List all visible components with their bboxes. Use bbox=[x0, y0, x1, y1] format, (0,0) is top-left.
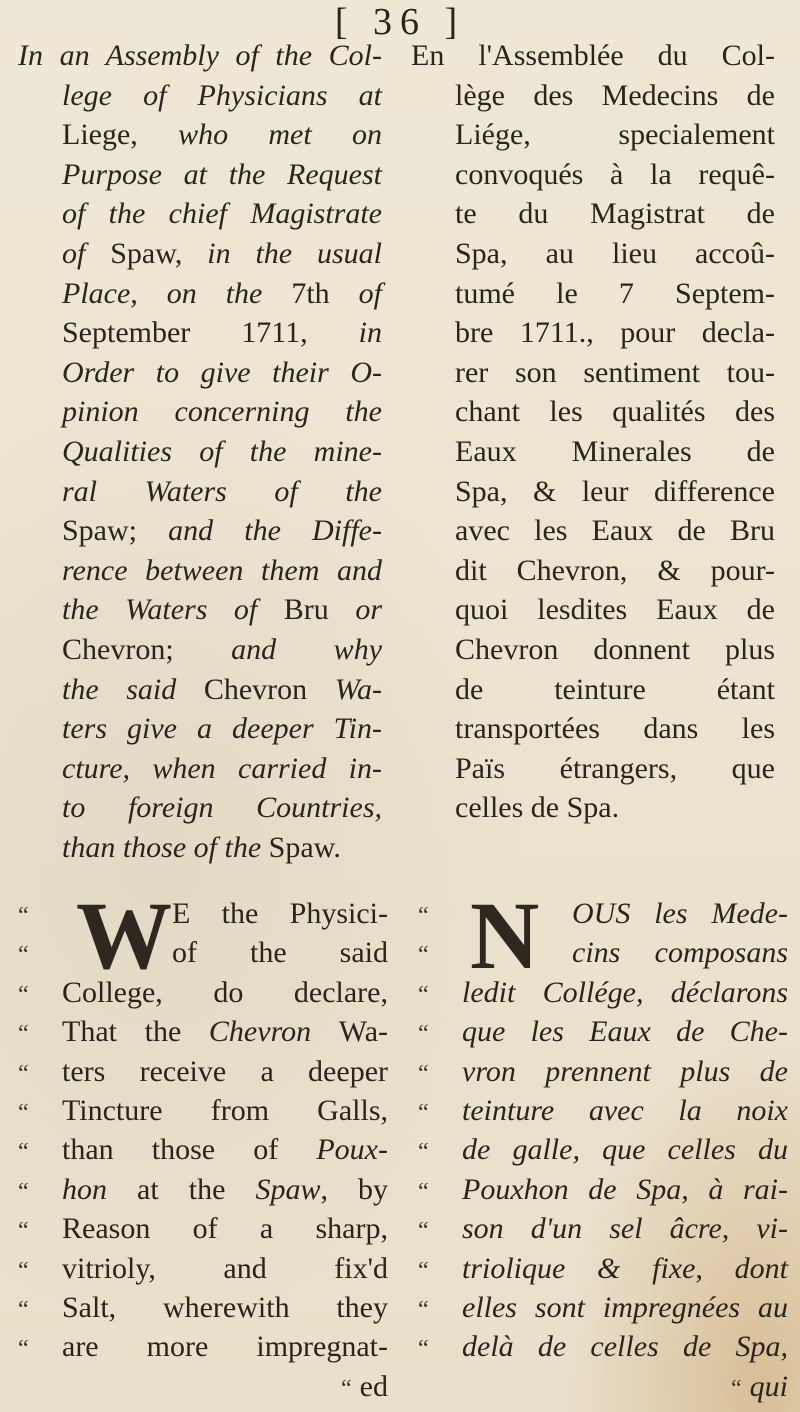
quote-mark: “ bbox=[18, 1218, 29, 1245]
quote-mark: “ bbox=[18, 1139, 29, 1166]
declaration-line bbox=[18, 1012, 388, 1051]
title-line bbox=[62, 313, 382, 353]
quote-mark: “ bbox=[418, 1060, 429, 1087]
title-text: Purpose at the Request bbox=[62, 157, 382, 191]
declaration-line bbox=[418, 1327, 788, 1366]
title-text: September 1711, bbox=[62, 316, 359, 350]
title-line bbox=[62, 353, 382, 393]
title-line: Spa, & leur difference bbox=[455, 474, 775, 508]
title-text: ral Waters of the bbox=[62, 474, 382, 508]
title-line: de teinture étant bbox=[455, 672, 775, 706]
french-declaration bbox=[418, 882, 788, 1406]
catchword: ed bbox=[359, 1369, 388, 1403]
title-text: of bbox=[358, 276, 382, 310]
declaration-line bbox=[418, 1091, 788, 1130]
title-text: 7th bbox=[291, 276, 359, 310]
title-line bbox=[62, 432, 382, 472]
title-text: or bbox=[355, 593, 382, 627]
title-text: and why bbox=[231, 632, 383, 666]
text-run: Wa- bbox=[338, 1015, 388, 1049]
quote-mark: “ bbox=[418, 1021, 429, 1048]
declaration-line bbox=[418, 1130, 788, 1169]
title-text: Liege, bbox=[62, 118, 179, 152]
declaration-text bbox=[462, 1012, 788, 1051]
title-line bbox=[62, 392, 382, 432]
quote-mark: “ bbox=[418, 1099, 429, 1126]
title-text: and the Diffe- bbox=[168, 514, 382, 548]
declaration-text bbox=[62, 1288, 388, 1327]
text-run: College, do declare, bbox=[62, 975, 388, 1009]
declaration-line bbox=[18, 1249, 388, 1288]
text-run: That the bbox=[62, 1015, 209, 1049]
declaration-line bbox=[18, 1130, 388, 1169]
declaration-line bbox=[18, 973, 388, 1012]
catchword-line bbox=[418, 1367, 788, 1406]
declaration-text bbox=[462, 1209, 788, 1248]
title-line bbox=[62, 828, 382, 868]
declaration-text bbox=[62, 1012, 388, 1051]
text-run: OUS les Mede- bbox=[572, 897, 788, 930]
declaration-line bbox=[418, 1209, 788, 1248]
title-line: chant les qualités des bbox=[455, 395, 775, 429]
quote-mark: “ bbox=[418, 1257, 429, 1284]
catchword: qui bbox=[749, 1369, 788, 1403]
text-run: delà de celles de Spa, bbox=[462, 1330, 788, 1364]
declaration-text bbox=[62, 1130, 388, 1169]
title-text: than those of the bbox=[62, 830, 269, 864]
title-line bbox=[62, 670, 382, 710]
title-line bbox=[18, 36, 382, 76]
quote-mark: “ bbox=[418, 1178, 429, 1205]
declaration-text bbox=[462, 1288, 788, 1327]
title-text: Spaw, bbox=[110, 236, 208, 270]
title-text: In an Assembly of the Col- bbox=[18, 39, 382, 72]
title-text: Chevron bbox=[203, 672, 335, 706]
quote-mark: “ bbox=[418, 1336, 429, 1363]
page-number: [ 36 ] bbox=[334, 1, 466, 43]
text-run: at the bbox=[137, 1172, 256, 1206]
title-text: ters give a deeper Tin- bbox=[62, 712, 382, 746]
title-line bbox=[62, 194, 382, 234]
title-line: dit Chevron, & pour- bbox=[455, 553, 775, 587]
title-line bbox=[62, 155, 382, 195]
title-line bbox=[62, 274, 382, 314]
title-text: rence between them and bbox=[62, 553, 382, 587]
declaration-text bbox=[62, 1327, 388, 1366]
declaration-text bbox=[62, 1249, 388, 1288]
declaration-line bbox=[418, 1052, 788, 1091]
declaration-line bbox=[18, 1091, 388, 1130]
quote-mark: “ bbox=[18, 1178, 29, 1205]
declaration-line bbox=[418, 1170, 788, 1209]
text-run: cins composans bbox=[572, 936, 788, 970]
title-text: cture, when carried in- bbox=[62, 751, 382, 785]
quote-mark: “ bbox=[18, 1336, 29, 1363]
catchword-line bbox=[18, 1367, 388, 1406]
declaration-line bbox=[18, 894, 388, 933]
declaration-text bbox=[462, 1130, 788, 1169]
text-run: Spaw bbox=[255, 1172, 321, 1206]
declaration-text bbox=[62, 1170, 388, 1209]
french-title-block bbox=[411, 36, 775, 828]
title-line: bre 1711., pour decla- bbox=[455, 316, 775, 350]
quote-mark: “ bbox=[418, 1139, 429, 1166]
title-text: Order to give their O- bbox=[62, 355, 382, 389]
quote-mark: “ bbox=[418, 1218, 429, 1245]
title-line: Païs étrangers, que bbox=[455, 751, 775, 785]
title-text: pinion concerning the bbox=[62, 395, 382, 429]
title-line: Chevron donnent plus bbox=[455, 632, 775, 666]
declaration-line bbox=[18, 1327, 388, 1366]
declaration-line bbox=[18, 1170, 388, 1209]
text-run: than those of bbox=[62, 1133, 317, 1167]
text-run: Tincture from Galls, bbox=[62, 1093, 388, 1127]
title-line: tumé le 7 Septem- bbox=[455, 276, 775, 310]
title-text: the said bbox=[62, 672, 204, 706]
title-line: Eaux Minerales de bbox=[455, 434, 775, 468]
title-line bbox=[62, 472, 382, 512]
declaration-text bbox=[462, 1052, 788, 1091]
title-text: in bbox=[358, 316, 382, 350]
text-run: ters receive a deeper bbox=[62, 1054, 388, 1088]
title-line: lège des Medecins de bbox=[455, 78, 775, 112]
text-run: are more impregnat- bbox=[62, 1330, 388, 1364]
text-run: hon bbox=[62, 1172, 138, 1206]
title-line bbox=[62, 511, 382, 551]
title-line bbox=[62, 76, 382, 116]
title-text: Place, on the bbox=[62, 276, 292, 310]
text-run: E the Physici- bbox=[172, 897, 388, 930]
title-line: celles de Spa. bbox=[455, 791, 620, 825]
declaration-line bbox=[18, 1288, 388, 1327]
quote-mark: “ bbox=[418, 1296, 429, 1323]
text-run: teinture avec la noix bbox=[462, 1093, 788, 1127]
text-run: triolique & fixe, dont bbox=[462, 1251, 788, 1285]
title-line: quoi lesdites Eaux de bbox=[455, 593, 775, 627]
english-declaration bbox=[18, 882, 388, 1406]
declaration-text bbox=[462, 1170, 788, 1209]
text-run: , by bbox=[320, 1172, 388, 1206]
quote-mark: “ bbox=[18, 1257, 29, 1284]
title-line bbox=[62, 551, 382, 591]
title-line: En l'Assemblée du Col- bbox=[411, 39, 775, 72]
quote-mark: “ bbox=[18, 981, 29, 1008]
title-line: rer son sentiment tou- bbox=[455, 355, 775, 389]
text-run: of the said bbox=[172, 936, 388, 970]
title-text: Spaw. bbox=[268, 830, 341, 864]
title-line bbox=[62, 630, 382, 670]
quote-mark: “ bbox=[18, 903, 29, 929]
title-text: Chevron; bbox=[62, 632, 232, 666]
title-line: avec les Eaux de Bru bbox=[455, 514, 775, 548]
declaration-text bbox=[462, 1327, 788, 1366]
text-run: son d'un sel âcre, vi- bbox=[462, 1212, 788, 1246]
declaration-line bbox=[18, 1209, 388, 1248]
dropcap-w: W bbox=[76, 882, 172, 989]
declaration-text bbox=[462, 1249, 788, 1288]
title-line bbox=[62, 788, 382, 828]
declaration-line bbox=[418, 1288, 788, 1327]
text-run: Reason of a sharp, bbox=[62, 1212, 388, 1246]
quote-mark: “ bbox=[341, 1375, 352, 1402]
declaration-text bbox=[62, 1209, 388, 1248]
title-line bbox=[62, 749, 382, 789]
title-line: te du Magistrat de bbox=[455, 197, 775, 231]
title-text: lege of Physicians at bbox=[62, 78, 382, 112]
title-text: Wa- bbox=[334, 672, 382, 706]
text-run: Poux- bbox=[316, 1133, 388, 1167]
quote-mark: “ bbox=[418, 981, 429, 1008]
title-text: Bru bbox=[283, 593, 356, 627]
title-text: Spaw; bbox=[62, 514, 169, 548]
quote-mark: “ bbox=[18, 942, 29, 969]
text-run: Chevron bbox=[208, 1015, 339, 1049]
title-line bbox=[62, 590, 382, 630]
title-line bbox=[62, 115, 382, 155]
title-line bbox=[62, 234, 382, 274]
declaration-text bbox=[62, 1091, 388, 1130]
text-run: vron prennent plus de bbox=[462, 1054, 788, 1088]
quote-mark: “ bbox=[18, 1021, 29, 1048]
text-run: Pouxhon de Spa, à rai- bbox=[462, 1172, 788, 1206]
title-text: in the usual bbox=[207, 236, 382, 270]
declaration-text bbox=[462, 1091, 788, 1130]
declaration-line bbox=[418, 1012, 788, 1051]
title-line: convoqués à la requê- bbox=[455, 157, 775, 191]
quote-mark: “ bbox=[18, 1099, 29, 1126]
declaration-line bbox=[418, 1249, 788, 1288]
title-text: of the chief Magistrate bbox=[62, 197, 382, 231]
quote-mark: “ bbox=[18, 1060, 29, 1087]
declaration-line bbox=[18, 1052, 388, 1091]
quote-mark: “ bbox=[418, 903, 429, 929]
title-line: Spa, au lieu accoû- bbox=[455, 236, 775, 270]
declaration-text bbox=[62, 1052, 388, 1091]
text-run: ledit Collége, déclarons bbox=[462, 975, 788, 1009]
quote-mark: “ bbox=[731, 1375, 742, 1402]
text-run: elles sont impregnées au bbox=[462, 1290, 788, 1324]
text-run: vitrioly, and fix'd bbox=[62, 1251, 388, 1285]
title-line: transportées dans les bbox=[455, 712, 775, 746]
title-line bbox=[62, 709, 382, 749]
quote-mark: “ bbox=[418, 942, 429, 969]
quote-mark: “ bbox=[18, 1296, 29, 1323]
dropcap-n: N bbox=[470, 882, 540, 989]
text-run: que les Eaux de Che- bbox=[462, 1015, 788, 1049]
title-line: Liége, specialement bbox=[455, 118, 775, 152]
title-text: of bbox=[62, 236, 111, 270]
title-text: Qualities of the mine- bbox=[62, 434, 382, 468]
text-run: Salt, wherewith they bbox=[62, 1290, 388, 1324]
declaration-line bbox=[18, 933, 388, 972]
title-text: the Waters of bbox=[62, 593, 284, 627]
title-text: who met on bbox=[178, 118, 383, 152]
text-run: de galle, que celles du bbox=[462, 1133, 788, 1167]
title-text: to foreign Countries, bbox=[62, 791, 382, 825]
english-title-block bbox=[18, 36, 383, 867]
